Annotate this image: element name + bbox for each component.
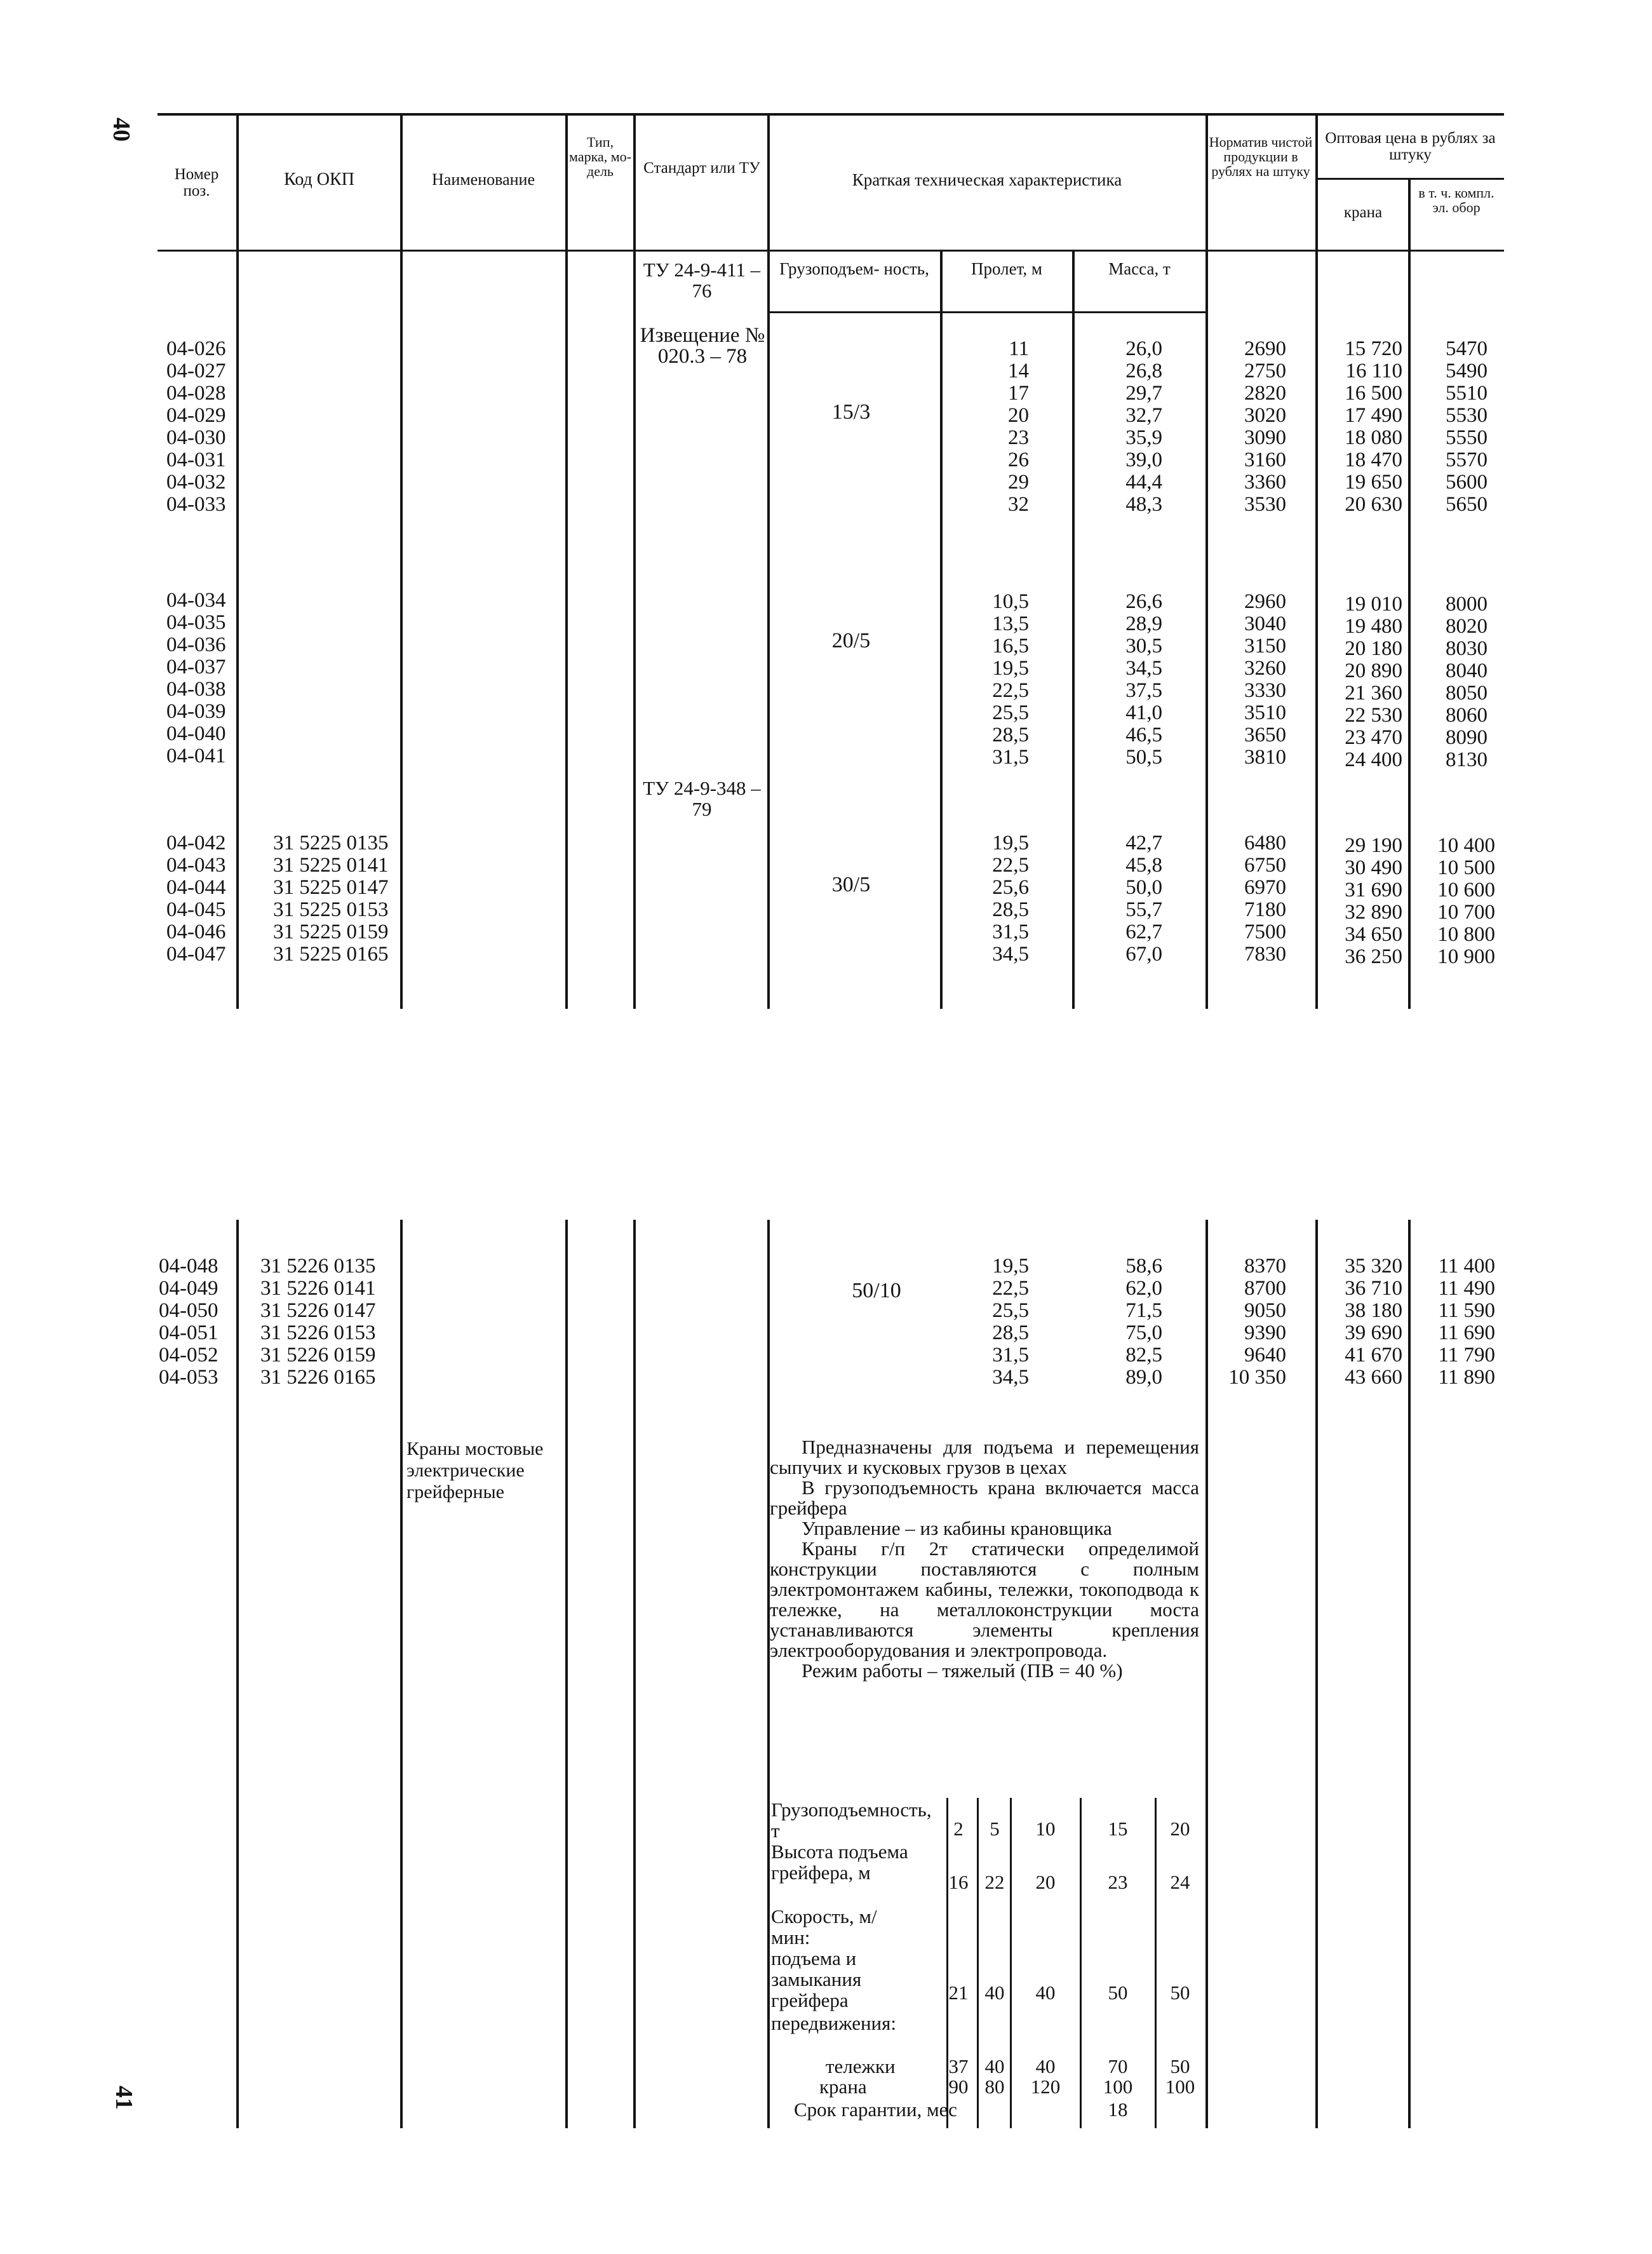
group-3-pos-row-1: 04-042 xyxy=(166,832,226,854)
group-3-kod-row-6: 31 5225 0165 xyxy=(273,943,389,966)
group-2-span-row-8: 31,5 xyxy=(992,746,1029,769)
desc-capacity-note: В грузоподъемность крана включается масса грейфера xyxy=(770,1476,1199,1519)
group-4-pos xyxy=(159,1255,218,1389)
group-3-mass-row-6: 67,0 xyxy=(1125,943,1162,966)
group-4-price-row-2: 36 710 xyxy=(1345,1277,1402,1300)
group-3-pos-row-4: 04-045 xyxy=(166,898,226,921)
group-4-price xyxy=(1319,1255,1402,1389)
spec-label-cap: Грузоподъемность, т xyxy=(771,1798,932,1842)
group-3-span xyxy=(953,832,1029,966)
group-2-pos-row-1: 04-034 xyxy=(166,589,226,612)
group-3-norm xyxy=(1207,832,1286,966)
group-2-mass-row-6: 41,0 xyxy=(1125,701,1162,724)
group-3-mass-row-3: 50,0 xyxy=(1125,876,1162,899)
group-2-span-row-7: 28,5 xyxy=(992,724,1029,746)
group-4-norm xyxy=(1207,1255,1286,1389)
group-3-span-row-4: 28,5 xyxy=(992,898,1029,921)
group-1-pos xyxy=(166,338,226,516)
group-4-mass-row-6: 89,0 xyxy=(1125,1366,1162,1389)
group-1-elec-row-8: 5650 xyxy=(1446,493,1487,516)
spec-label-lift: подъема и замыкания грейфера xyxy=(771,1947,862,2011)
spec-cap-2: 2 xyxy=(953,1818,964,1840)
group-3-elec-row-1: 10 400 xyxy=(1437,834,1495,857)
spec-label-height: Высота подъема грейфера, м xyxy=(771,1840,908,1884)
group-3-mass-row-2: 45,8 xyxy=(1125,854,1162,877)
header-bottom-rule xyxy=(158,250,1504,252)
group-1-mass xyxy=(1092,338,1162,516)
group-2-span-row-5: 22,5 xyxy=(992,679,1029,702)
group-3-mass-row-4: 55,7 xyxy=(1125,898,1162,921)
capacity-15-3: 15/3 xyxy=(831,400,871,424)
header-nomer: Номер поз. xyxy=(174,166,219,199)
group-2-norm-row-1: 2960 xyxy=(1244,590,1286,613)
group-1-pos-row-5: 04-030 xyxy=(166,426,226,449)
page-number-bottom: 41 xyxy=(111,2086,137,2110)
group-4-mass-row-5: 82,5 xyxy=(1125,1344,1162,1367)
col-rule-9 xyxy=(1315,113,1318,1009)
spec-cap-20: 20 xyxy=(1170,1818,1190,1840)
group-3-pos xyxy=(166,832,226,966)
group-2-mass-row-8: 50,5 xyxy=(1125,746,1162,769)
group-4-norm-row-5: 9640 xyxy=(1244,1344,1286,1367)
group-2-pos-row-6: 04-039 xyxy=(166,700,226,723)
group-2-mass-row-2: 28,9 xyxy=(1125,612,1162,635)
group-3-span-row-5: 31,5 xyxy=(992,921,1029,943)
group-3-kod-row-1: 31 5225 0135 xyxy=(273,832,389,854)
group-4-elec-row-1: 11 400 xyxy=(1438,1255,1495,1278)
lower-col-rule-4 xyxy=(633,1220,636,2128)
group-2-mass-row-1: 26,6 xyxy=(1125,590,1162,613)
lower-col-rule-3 xyxy=(565,1220,568,2128)
group-3-norm-row-3: 6970 xyxy=(1244,876,1286,899)
col-rule-2 xyxy=(400,113,403,1009)
group-2-pos-row-3: 04-036 xyxy=(166,633,226,656)
group-3-price-row-6: 36 250 xyxy=(1345,945,1402,968)
spec-cap-5: 5 xyxy=(990,1818,1000,1840)
col-rule-5 xyxy=(767,113,770,1009)
group-3-mass-row-1: 42,7 xyxy=(1125,832,1162,854)
group-2-price-row-4: 20 890 xyxy=(1345,659,1402,682)
group-1-norm-row-8: 3530 xyxy=(1244,493,1286,516)
group-1-price xyxy=(1319,338,1402,516)
group-4-kod-row-4: 31 5226 0153 xyxy=(260,1321,376,1344)
group-2-elec-row-5: 8050 xyxy=(1446,682,1487,705)
group-3-pos-row-6: 04-047 xyxy=(166,943,226,966)
group-1-elec-row-1: 5470 xyxy=(1446,337,1487,360)
group-2-pos-row-8: 04-041 xyxy=(166,745,226,767)
group-3-elec-row-6: 10 900 xyxy=(1437,945,1495,968)
group-2-elec-row-3: 8030 xyxy=(1446,637,1487,660)
group-2-pos-row-4: 04-037 xyxy=(166,656,226,678)
page-number-top: 40 xyxy=(108,118,135,142)
spec-crane-120: 120 xyxy=(1030,2075,1061,2098)
group-1-price-row-6: 18 470 xyxy=(1345,449,1402,471)
lower-col-rule-2 xyxy=(400,1220,403,2128)
spec-label-crane: крана xyxy=(819,2075,867,2098)
spec-lift-40: 40 xyxy=(984,1981,1005,2004)
group-1-norm-row-3: 2820 xyxy=(1244,382,1286,405)
group-3-span-row-3: 25,6 xyxy=(992,876,1029,899)
group-2-span-row-6: 25,5 xyxy=(992,701,1029,724)
header-standart: Стандарт или ТУ xyxy=(643,159,760,177)
group-2-pos-row-2: 04-035 xyxy=(166,611,226,634)
group-4-elec-row-4: 11 690 xyxy=(1438,1321,1495,1344)
group-1-span-row-2: 14 xyxy=(1008,360,1029,382)
group-4-kod-row-2: 31 5226 0141 xyxy=(260,1277,376,1300)
group-4-pos-row-2: 04-049 xyxy=(159,1277,218,1300)
group-4-price-row-3: 38 180 xyxy=(1345,1299,1402,1322)
grab-description xyxy=(770,1437,1199,1681)
grab-crane-name: Краны мостовые электрические грейферные xyxy=(406,1438,544,1502)
group-1-mass-row-5: 35,9 xyxy=(1125,426,1162,449)
group-2-elec-row-6: 8060 xyxy=(1446,704,1487,727)
spec-cap-10: 10 xyxy=(1035,1818,1056,1840)
group-1-norm-row-2: 2750 xyxy=(1244,360,1286,382)
group-2-price-row-5: 21 360 xyxy=(1345,682,1402,705)
group-2-price-row-3: 20 180 xyxy=(1345,637,1402,660)
group-4-mass-row-3: 71,5 xyxy=(1125,1299,1162,1322)
capacity-30-5: 30/5 xyxy=(831,873,871,896)
group-1-price-row-5: 18 080 xyxy=(1345,426,1402,449)
group-4-kod-row-5: 31 5226 0159 xyxy=(260,1344,376,1367)
group-3-norm-row-5: 7500 xyxy=(1244,921,1286,943)
group-3-norm-row-2: 6750 xyxy=(1244,854,1286,877)
group-1-elec xyxy=(1411,338,1487,516)
group-2-span-row-1: 10,5 xyxy=(992,590,1029,613)
group-2-pos xyxy=(166,590,226,767)
group-3-price xyxy=(1319,835,1402,968)
group-2-span-row-2: 13,5 xyxy=(992,612,1029,635)
spec-warranty-value: 18 xyxy=(1108,2098,1128,2121)
subheader-prolet: Пролет, м xyxy=(971,259,1042,278)
subheader-gruz: Грузоподъем- ность, xyxy=(779,259,929,278)
group-1-norm-row-5: 3090 xyxy=(1244,426,1286,449)
group-4-norm-row-2: 8700 xyxy=(1244,1277,1286,1300)
group-3-pos-row-5: 04-046 xyxy=(166,921,226,943)
group-4-span-row-4: 28,5 xyxy=(992,1321,1029,1344)
standard-tu-2: ТУ 24-9-348 – 79 xyxy=(643,777,761,820)
group-1-pos-row-2: 04-027 xyxy=(166,360,226,382)
spec-trolley-50: 50 xyxy=(1170,2055,1190,2077)
spec-crane-90: 90 xyxy=(948,2075,969,2098)
group-3-norm-row-6: 7830 xyxy=(1244,943,1286,966)
header-kod: Код ОКП xyxy=(284,170,354,189)
group-2-mass-row-3: 30,5 xyxy=(1125,635,1162,658)
group-1-span-row-1: 11 xyxy=(1009,337,1029,360)
header-normativ: Норматив чистой продукции в рублях на штуку xyxy=(1209,134,1313,179)
group-1-mass-row-6: 39,0 xyxy=(1125,449,1162,471)
group-2-norm xyxy=(1207,591,1286,769)
group-1-span xyxy=(953,338,1029,516)
group-1-mass-row-2: 26,8 xyxy=(1125,360,1162,382)
spec-lift-21: 21 xyxy=(948,1981,969,2004)
group-4-kod-row-1: 31 5226 0135 xyxy=(260,1255,376,1278)
lower-col-rule-7 xyxy=(1315,1220,1318,2128)
col-rule-10 xyxy=(1408,179,1411,1009)
group-2-pos-row-7: 04-040 xyxy=(166,722,226,745)
spec-height-22: 22 xyxy=(984,1871,1005,1893)
spec-trolley-40b: 40 xyxy=(1035,2055,1056,2077)
group-3-mass xyxy=(1092,832,1162,966)
group-3-pos-row-3: 04-044 xyxy=(166,876,226,899)
group-1-elec-row-2: 5490 xyxy=(1446,360,1487,382)
desc-purpose: Предназначены для подъема и перемещения сыпучих и кусковых грузов в цехах xyxy=(770,1436,1199,1478)
desc-mode: Режим работы – тяжелый (ПВ = 40 %) xyxy=(802,1659,1123,1682)
group-2-mass xyxy=(1092,591,1162,769)
header-naim: Наименование xyxy=(432,170,535,189)
group-1-span-row-6: 26 xyxy=(1008,449,1029,471)
group-2-norm-row-4: 3260 xyxy=(1244,657,1286,680)
group-4-kod-row-6: 31 5226 0165 xyxy=(260,1366,376,1389)
group-2-span-row-3: 16,5 xyxy=(992,635,1029,658)
spec-trolley-37: 37 xyxy=(948,2055,969,2077)
spec-lift-40b: 40 xyxy=(1035,1981,1056,2004)
group-4-elec xyxy=(1411,1255,1495,1389)
group-4-norm-row-1: 8370 xyxy=(1244,1255,1286,1278)
group-1-mass-row-1: 26,0 xyxy=(1125,337,1162,360)
spec-crane-80: 80 xyxy=(984,2075,1005,2098)
group-3-elec-row-5: 10 800 xyxy=(1437,923,1495,946)
group-4-elec-row-3: 11 590 xyxy=(1438,1299,1495,1322)
group-3-price-row-4: 32 890 xyxy=(1345,901,1402,924)
group-1-price-row-4: 17 490 xyxy=(1345,404,1402,427)
group-1-pos-row-1: 04-026 xyxy=(166,337,226,360)
col-rule-1 xyxy=(236,113,239,1009)
group-3-mass-row-5: 62,7 xyxy=(1125,921,1162,943)
group-2-price-row-6: 22 530 xyxy=(1345,704,1402,727)
group-4-elec-row-6: 11 890 xyxy=(1438,1366,1495,1389)
group-3-kod-row-5: 31 5225 0159 xyxy=(273,921,389,943)
standard-izveshchenie: Извещение № 020.3 – 78 xyxy=(640,324,765,368)
spec-label-speed: Скорость, м/мин: xyxy=(771,1905,877,1948)
group-4-price-row-6: 43 660 xyxy=(1345,1366,1402,1389)
spec-label-warranty: Срок гарантии, мес xyxy=(794,2098,957,2121)
spec-cap-15: 15 xyxy=(1108,1818,1128,1840)
group-2-price-row-1: 19 010 xyxy=(1345,593,1402,616)
group-2-mass-row-7: 46,5 xyxy=(1125,724,1162,746)
group-2-norm-row-6: 3510 xyxy=(1244,701,1286,724)
group-1-mass-row-3: 29,7 xyxy=(1125,382,1162,405)
subheader-massa: Масса, т xyxy=(1108,259,1171,278)
group-2-mass-row-4: 34,5 xyxy=(1125,657,1162,680)
group-3-price-row-5: 34 650 xyxy=(1345,923,1402,946)
group-3-pos-row-2: 04-043 xyxy=(166,854,226,877)
group-3-elec-row-2: 10 500 xyxy=(1437,856,1495,879)
group-4-price-row-5: 41 670 xyxy=(1345,1344,1402,1367)
group-3-span-row-2: 22,5 xyxy=(992,854,1029,877)
group-2-elec-row-1: 8000 xyxy=(1446,593,1487,616)
spec-trolley-70: 70 xyxy=(1108,2055,1128,2077)
header-optovaya: Оптовая цена в рублях за штуку xyxy=(1325,130,1496,163)
spec-trolley-40: 40 xyxy=(984,2055,1005,2077)
spec-height-20: 20 xyxy=(1035,1871,1056,1893)
group-2-norm-row-5: 3330 xyxy=(1244,679,1286,702)
group-2-price xyxy=(1319,593,1402,771)
group-1-span-row-3: 17 xyxy=(1008,382,1029,405)
group-2-elec-row-7: 8090 xyxy=(1446,726,1487,749)
group-1-norm-row-7: 3360 xyxy=(1244,471,1286,494)
group-3-price-row-1: 29 190 xyxy=(1345,834,1402,857)
lower-col-rule-1 xyxy=(236,1220,239,2128)
spec-lift-50: 50 xyxy=(1108,1981,1128,2004)
group-1-span-row-5: 23 xyxy=(1008,426,1029,449)
group-1-price-row-1: 15 720 xyxy=(1345,337,1402,360)
group-1-mass-row-7: 44,4 xyxy=(1125,471,1162,494)
group-4-price-row-4: 39 690 xyxy=(1345,1321,1402,1344)
group-3-price-row-2: 30 490 xyxy=(1345,856,1402,879)
group-4-span-row-5: 31,5 xyxy=(992,1344,1029,1367)
group-1-price-row-7: 19 650 xyxy=(1345,471,1402,494)
char-subheader-rule xyxy=(769,311,1207,313)
col-rule-4 xyxy=(633,113,636,1009)
spec-height-16: 16 xyxy=(948,1871,969,1893)
capacity-50-10: 50/10 xyxy=(852,1279,901,1302)
group-4-norm-row-3: 9050 xyxy=(1244,1299,1286,1322)
group-3-kod-row-4: 31 5225 0153 xyxy=(273,898,389,921)
group-2-mass-row-5: 37,5 xyxy=(1125,679,1162,702)
group-4-span-row-3: 25,5 xyxy=(992,1299,1029,1322)
group-1-norm-row-1: 2690 xyxy=(1244,337,1286,360)
header-krana: крана xyxy=(1343,204,1383,221)
group-4-price-row-1: 35 320 xyxy=(1345,1255,1402,1278)
group-3-norm-row-1: 6480 xyxy=(1244,832,1286,854)
group-1-mass-row-8: 48,3 xyxy=(1125,493,1162,516)
spec-label-travel: передвижения: xyxy=(771,2012,897,2034)
group-4-span-row-1: 19,5 xyxy=(992,1255,1029,1278)
group-1-norm-row-4: 3020 xyxy=(1244,404,1286,427)
col-rule-7 xyxy=(1072,251,1075,1009)
spec-crane-100: 100 xyxy=(1103,2075,1133,2098)
group-3-elec-row-3: 10 600 xyxy=(1437,879,1495,901)
group-1-elec-row-4: 5530 xyxy=(1446,404,1487,427)
group-4-mass-row-2: 62,0 xyxy=(1125,1277,1162,1300)
group-4-pos-row-5: 04-052 xyxy=(159,1344,218,1367)
group-4-mass-row-1: 58,6 xyxy=(1125,1255,1162,1278)
group-2-price-row-8: 24 400 xyxy=(1345,748,1402,771)
group-2-price-row-7: 23 470 xyxy=(1345,726,1402,749)
group-3-norm-row-4: 7180 xyxy=(1244,898,1286,921)
group-1-pos-row-4: 04-029 xyxy=(166,404,226,427)
group-1-elec-row-6: 5570 xyxy=(1446,449,1487,471)
group-2-elec-row-8: 8130 xyxy=(1446,748,1487,771)
group-4-norm-row-6: 10 350 xyxy=(1228,1366,1286,1389)
group-1-price-row-2: 16 110 xyxy=(1345,360,1402,382)
group-3-elec xyxy=(1411,835,1495,968)
group-4-pos-row-6: 04-053 xyxy=(159,1366,218,1389)
group-4-norm-row-4: 9390 xyxy=(1244,1321,1286,1344)
group-1-span-row-4: 20 xyxy=(1008,404,1029,427)
spec-height-23: 23 xyxy=(1108,1871,1128,1893)
group-4-kod-row-3: 31 5226 0147 xyxy=(260,1299,376,1322)
header-tip: Тип, марка, мо- дель xyxy=(569,134,631,179)
group-2-elec-row-2: 8020 xyxy=(1446,615,1487,638)
group-4-pos-row-4: 04-051 xyxy=(159,1321,218,1344)
group-1-pos-row-8: 04-033 xyxy=(166,493,226,516)
header-vtch: в т. ч. компл. эл. обор xyxy=(1418,185,1494,215)
group-3-kod-row-2: 31 5225 0141 xyxy=(273,854,389,877)
lower-col-rule-8 xyxy=(1408,1220,1411,2128)
group-1-elec-row-7: 5600 xyxy=(1446,471,1487,494)
group-2-elec xyxy=(1411,593,1487,771)
group-3-price-row-3: 31 690 xyxy=(1345,879,1402,901)
group-2-span-row-4: 19,5 xyxy=(992,657,1029,680)
group-2-elec-row-4: 8040 xyxy=(1446,659,1487,682)
group-4-mass xyxy=(1092,1255,1162,1389)
group-3-span-row-1: 19,5 xyxy=(992,832,1029,854)
group-1-elec-row-5: 5550 xyxy=(1446,426,1487,449)
desc-delivery: Краны г/п 2т статически определимой конструкции поставляются с полным электромонтажем кабины, тележки, токоподвода к тележке, на металлоконструкции моста устанавливаются элементы крепления электрооборудования и электропровода. xyxy=(770,1537,1199,1661)
group-2-norm-row-8: 3810 xyxy=(1244,746,1286,769)
group-4-pos-row-3: 04-050 xyxy=(159,1299,218,1322)
col-rule-3 xyxy=(565,113,568,1009)
group-3-kod-row-3: 31 5225 0147 xyxy=(273,876,389,899)
capacity-20-5: 20/5 xyxy=(831,629,871,652)
group-4-mass-row-4: 75,0 xyxy=(1125,1321,1162,1344)
group-2-span xyxy=(953,591,1029,769)
standard-tu-1: ТУ 24-9-411 – 76 xyxy=(643,259,761,302)
group-2-norm-row-3: 3150 xyxy=(1244,635,1286,658)
spec-lift-50b: 50 xyxy=(1170,1981,1190,2004)
spec-crane-100b: 100 xyxy=(1165,2075,1195,2098)
group-3-kod xyxy=(273,832,389,966)
group-1-price-row-8: 20 630 xyxy=(1345,493,1402,516)
group-4-elec-row-2: 11 490 xyxy=(1438,1277,1495,1300)
header-kratkaya: Краткая техническая характеристика xyxy=(852,170,1122,189)
group-1-span-row-7: 29 xyxy=(1008,471,1029,494)
spec-label-trolley: тележки xyxy=(826,2055,896,2077)
group-4-span-row-2: 22,5 xyxy=(992,1277,1029,1300)
group-3-elec-row-4: 10 700 xyxy=(1437,901,1495,924)
group-1-norm xyxy=(1207,338,1286,516)
spec-height-24: 24 xyxy=(1170,1871,1190,1893)
desc-control: Управление – из кабины крановщика xyxy=(802,1517,1112,1539)
group-2-norm-row-2: 3040 xyxy=(1244,612,1286,635)
group-4-span xyxy=(953,1255,1029,1389)
group-2-price-row-2: 19 480 xyxy=(1345,615,1402,638)
group-3-span-row-6: 34,5 xyxy=(992,943,1029,966)
group-1-pos-row-3: 04-028 xyxy=(166,382,226,405)
group-4-elec-row-5: 11 790 xyxy=(1438,1344,1495,1367)
group-1-norm-row-6: 3160 xyxy=(1244,449,1286,471)
group-1-mass-row-4: 32,7 xyxy=(1125,404,1162,427)
group-1-elec-row-3: 5510 xyxy=(1446,382,1487,405)
group-1-pos-row-6: 04-031 xyxy=(166,449,226,471)
group-1-span-row-8: 32 xyxy=(1008,493,1029,516)
group-2-pos-row-5: 04-038 xyxy=(166,678,226,701)
table-top-rule xyxy=(158,113,1504,116)
group-4-kod xyxy=(260,1255,376,1389)
col-rule-6 xyxy=(940,251,943,1009)
group-4-pos-row-1: 04-048 xyxy=(159,1255,218,1278)
group-4-span-row-6: 34,5 xyxy=(992,1366,1029,1389)
group-1-price-row-3: 16 500 xyxy=(1345,382,1402,405)
group-1-pos-row-7: 04-032 xyxy=(166,471,226,494)
group-2-norm-row-7: 3650 xyxy=(1244,724,1286,746)
